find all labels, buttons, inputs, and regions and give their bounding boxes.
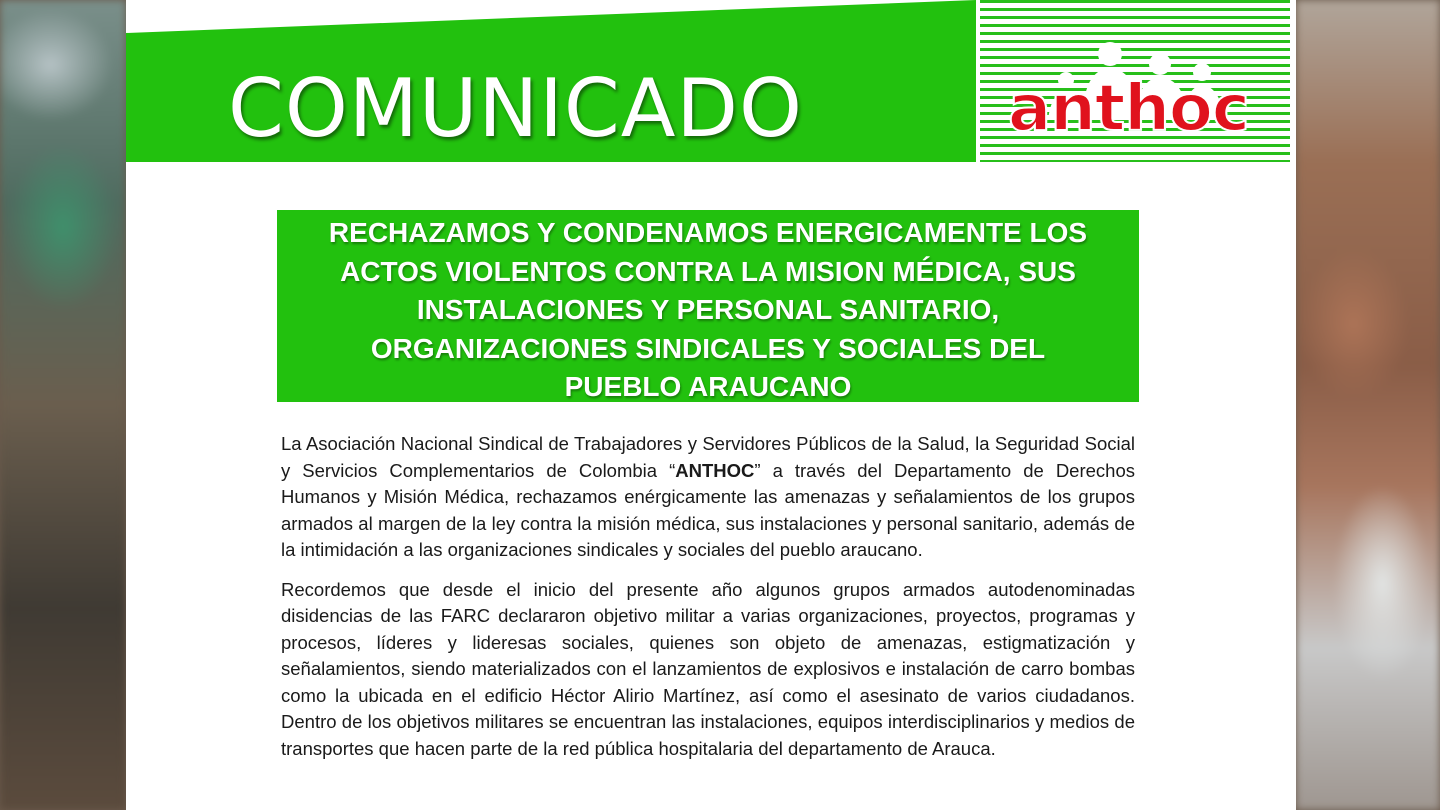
headline xyxy=(277,210,1139,407)
anthoc-bold-name: ANTHOC xyxy=(675,459,755,481)
headline-line: ORGANIZACIONES SINDICALES Y SOCIALES DEL xyxy=(370,332,1046,364)
paragraph-1-start: La Asociación Nacional Sindical de Trabajadores y Servidores Públicos de la Salud, la Seguridad Social y Servicios Complementarios de Colombia “ xyxy=(281,433,1135,481)
body-text xyxy=(281,431,1135,775)
headline-line: RECHAZAMOS Y CONDENAMOS ENERGICAMENTE LOS xyxy=(328,217,1088,248)
logo-wordmark: anthoc xyxy=(1008,72,1249,146)
paragraph-2: Recordemos que desde el inicio del presente año algunos grupos armados autodenominadas disidencias de las FARC declararon objetivo militar a varias organizaciones, proyectos, programas y procesos, líderes y lideresas sociales, quienes son objeto de amenazas, estigmatización y señalamientos, siendo materializados con el lanzamientos de explosivos e instalación de carro bombas como la ubicada en el edificio Héctor Alirio Martínez, así como el asesinato de varios ciudadanos. Dentro de los objetivos militares se encuentran las instalaciones, equipos interdisciplinarios y medios de transportes que hacen parte de la red pública hospitalaria del departamento de Arauca. xyxy=(281,578,1135,759)
headline-line: ACTOS VIOLENTOS CONTRA LA MISION MÉDICA, SUS xyxy=(340,255,1076,287)
background-left-blur xyxy=(0,0,126,810)
paragraph-1 xyxy=(281,431,1135,564)
headline-line: PUEBLO ARAUCANO xyxy=(564,371,852,402)
document-page xyxy=(126,0,1296,810)
headline-box xyxy=(277,210,1139,402)
anthoc-logo xyxy=(980,0,1290,162)
background-right-blur xyxy=(1296,0,1440,810)
headline-line: INSTALACIONES Y PERSONAL SANITARIO, xyxy=(416,294,1000,325)
paragraph-1-end: ” a través del Departamento de Derechos Humanos y Misión Médica, rechazamos enérgicamente las amenazas y señalamientos de los grupos armados al margen de la ley contra la misión médica, sus instalaciones y personal sanitario, además de la intimidación a las organizaciones sindicales y sociales del pueblo araucano. xyxy=(281,459,1135,560)
banner-title: COMUNICADO xyxy=(228,62,803,155)
